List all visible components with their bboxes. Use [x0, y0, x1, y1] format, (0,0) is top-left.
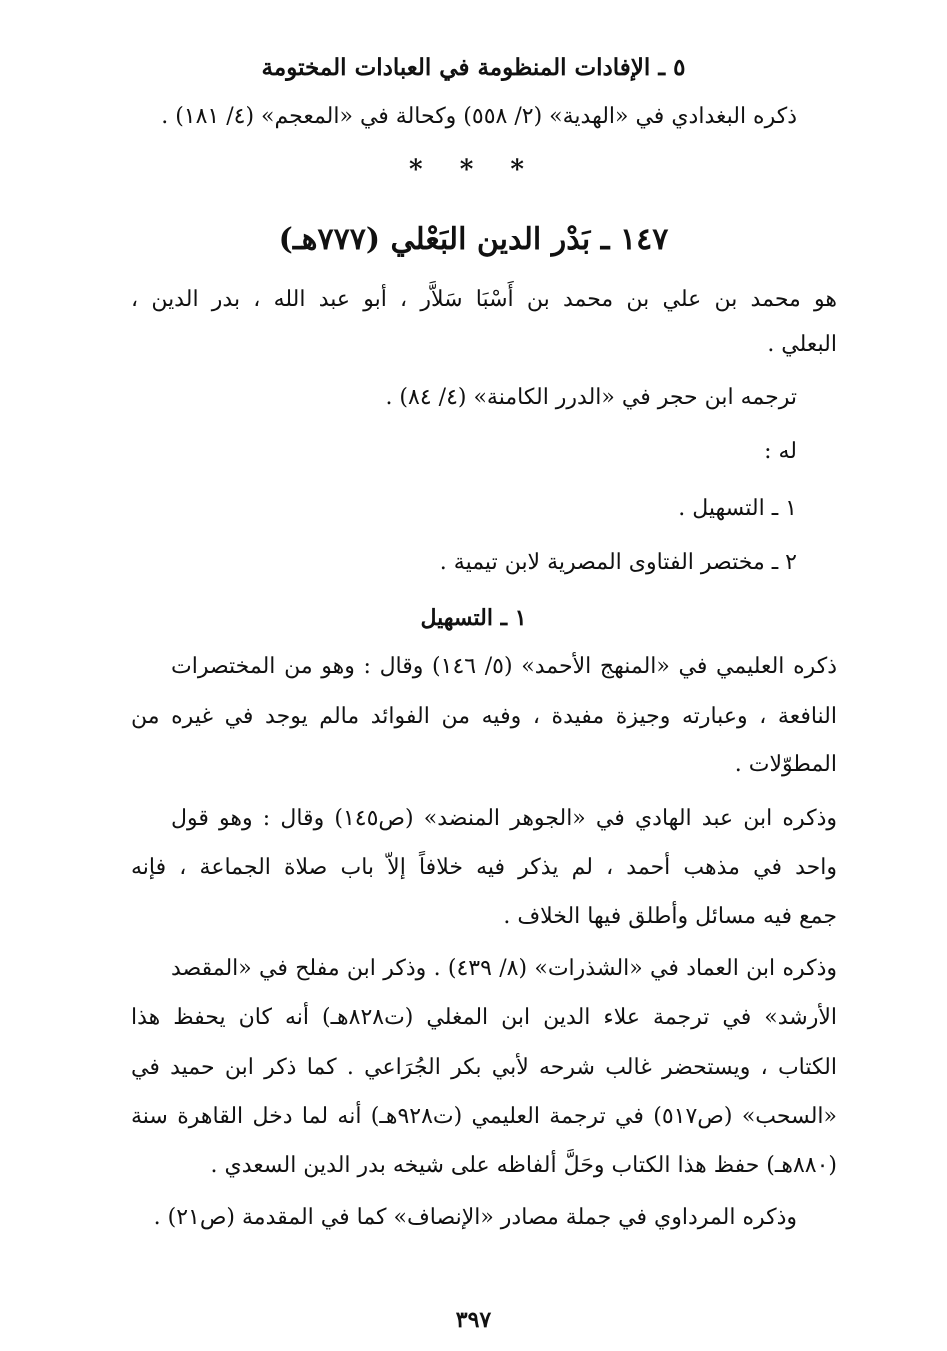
paragraph-line: واحد في مذهب أحمد ، لم يذكر فيه خلافاً إلاّ باب صلاة الجماعة ، فإنه — [131, 855, 837, 880]
paragraph-line: ذكره العليمي في «المنهج الأحمد» (٥/ ١٤٦) وقال : وهو من المختصرات — [171, 654, 838, 679]
paragraph-line: (٨٨٠هـ) حفظ هذا الكتاب وحَلَّ ألفاظه على شيخه بدر الدين السعدي . — [210, 1153, 837, 1178]
works-list-item: ٢ ـ مختصر الفتاوى المصرية لابن تيمية . — [439, 550, 797, 575]
works-list-item: ١ ـ التسهيل . — [678, 496, 797, 521]
header-reference-line: ذكره البغدادي في «الهدية» (٢/ ٥٥٨) وكحالة في «المعجم» (٤/ ١٨١) . — [161, 104, 797, 129]
bio-line-1: هو محمد بن علي بن محمد بن أَسْبَا سَلاَّر ، أبو عبد الله ، بدر الدين ، — [131, 287, 837, 312]
entry-title: ١٤٧ ـ بَدْر الدين البَعْلي (٧٧٧هـ) — [278, 222, 669, 257]
paragraph-line: الأرشد» في ترجمة علاء الدين ابن المغلي (ت٨٢٨هـ) أنه كان يحفظ هذا — [131, 1005, 837, 1030]
paragraph-line: وذكره ابن عبد الهادي في «الجوهر المنضد» (ص١٤٥) وقال : وهو قول — [171, 806, 837, 831]
separator-stars: * * * — [409, 155, 538, 185]
subsection-title: ١ ـ التسهيل — [420, 605, 527, 631]
page-number: ٣٩٧ — [455, 1307, 492, 1333]
paragraph-line: المطوّلات . — [734, 752, 837, 777]
paragraph-line: جمع فيه مسائل وأطلق فيها الخلاف . — [503, 904, 837, 929]
paragraph-line: الكتاب ، ويستحضر غالب شرحه لأبي بكر الجُرَاعي . كما ذكر ابن حميد في — [131, 1055, 837, 1080]
paragraph-line: النافعة ، وعبارته وجيزة مفيدة ، وفيه من الفوائد مالم يوجد في غيره من — [131, 704, 837, 729]
paragraph-line: وذكره ابن العماد في «الشذرات» (٨/ ٤٣٩) . وذكر ابن مفلح في «المقصد — [171, 956, 837, 981]
bio-line-2: البعلي . — [767, 332, 837, 357]
section-heading: ٥ ـ الإفادات المنظومة في العبادات المختومة — [261, 54, 686, 81]
paragraph-line: وذكره المرداوي في جملة مصادر «الإنصاف» كما في المقدمة (ص٢١) . — [153, 1205, 797, 1230]
lahu-label: له : — [764, 439, 797, 464]
tarjama-line: ترجمه ابن حجر في «الدرر الكامنة» (٤/ ٨٤) . — [385, 385, 797, 410]
paragraph-line: «السحب» (ص٥١٧) في ترجمة العليمي (ت٩٢٨هـ) أنه لما دخل القاهرة سنة — [131, 1104, 838, 1129]
